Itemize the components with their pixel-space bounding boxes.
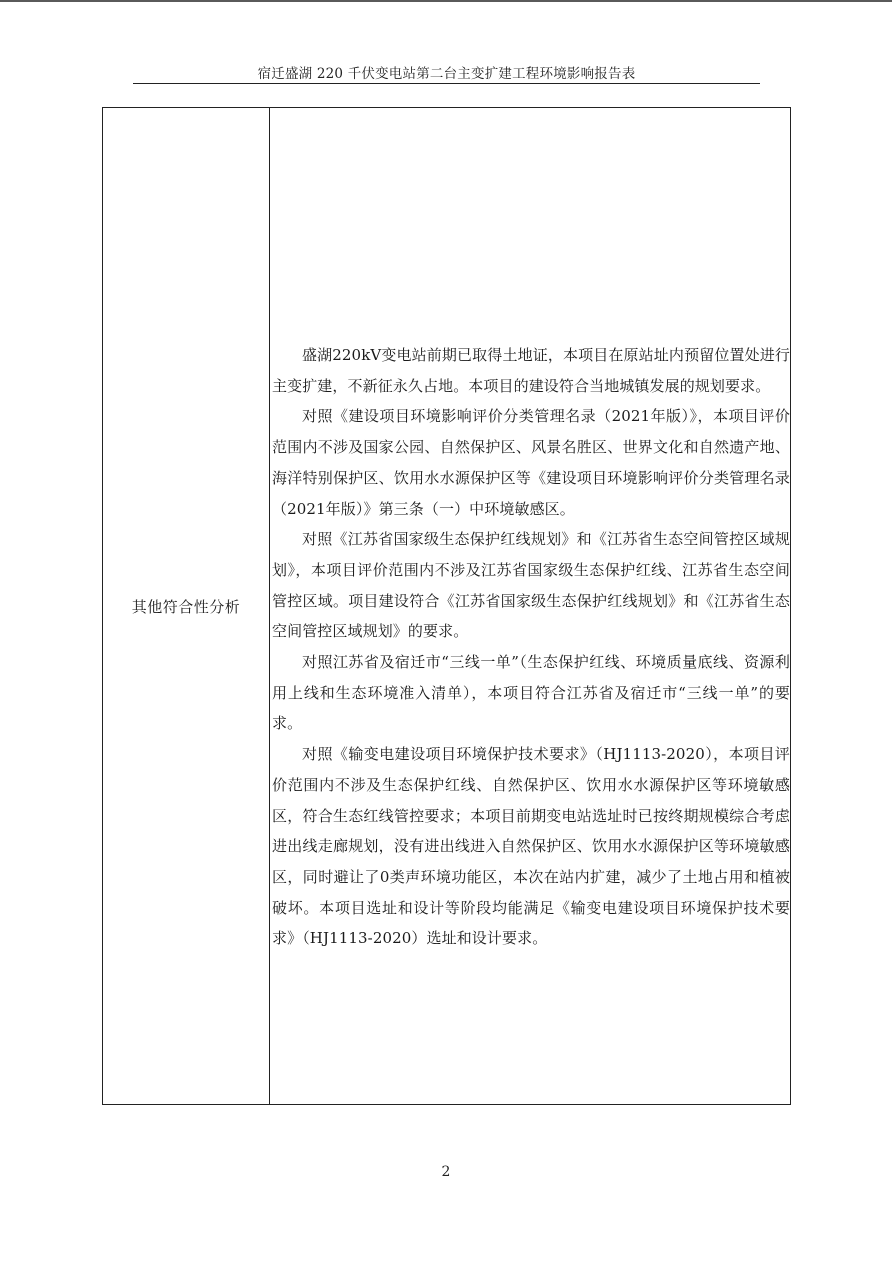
paragraph-land-use: 盛湖220kV变电站前期已取得土地证，本项目在原站址内预留位置处进行主变扩建，不新征永久占地。本项目的建设符合当地城镇发展的规划要求。 [272,346,790,395]
row-label-cell [103,108,270,1104]
paragraph-three-lines-one-list: 对照江苏省及宿迁市“三线一单”（生态保护红线、环境质量底线、资源利用上线和生态环境准入清单），本项目符合江苏省及宿迁市“三线一单”的要求。 [272,653,790,733]
paragraph-classification-directory: 对照《建设项目环境影响评价分类管理名录（2021年版）》，本项目评价范围内不涉及国家公园、自然保护区、风景名胜区、世界文化和自然遗产地、海洋特别保护区、饮用水水源保护区等《建设项目环境影响评价分类管理名录（2021年版）》第三条（一）中环境敏感区。 [272,407,790,518]
page-number: 2 [441,1164,451,1180]
header-underline [133,83,760,84]
document-header-title: 宿迁盛湖 220 千伏变电站第二台主变扩建工程环境影响报告表 [257,66,636,82]
analysis-table [102,107,791,1105]
top-border-line [0,0,892,2]
content-cell [270,108,790,1104]
row-label: 其他符合性分析 [131,597,241,616]
paragraph-technical-requirements: 对照《输变电建设项目环境保护技术要求》（HJ1113-2020），本项目评价范围内不涉及生态保护红线、自然保护区、饮用水水源保护区等环境敏感区，符合生态红线管控要求；本项目前期变电站选址时已按终期规模综合考虑进出线走廊规划，没有进出线进入自然保护区、饮用水水源保护区等环境敏感区，同时避让了0类声环境功能区，本次在站内扩建，减少了土地占用和植被破坏。本项目选址和设计等阶段均能满足《输变电建设项目环境保护技术要求》（HJ1113-2020）选址和设计要求。 [272,745,790,948]
paragraph-ecological-redline: 对照《江苏省国家级生态保护红线规划》和《江苏省生态空间管控区域规划》，本项目评价范围内不涉及江苏省国家级生态保护红线、江苏省生态空间管控区域。项目建设符合《江苏省国家级生态保护红线规划》和《江苏省生态空间管控区域规划》的要求。 [272,530,790,641]
content-text-block [272,340,790,954]
